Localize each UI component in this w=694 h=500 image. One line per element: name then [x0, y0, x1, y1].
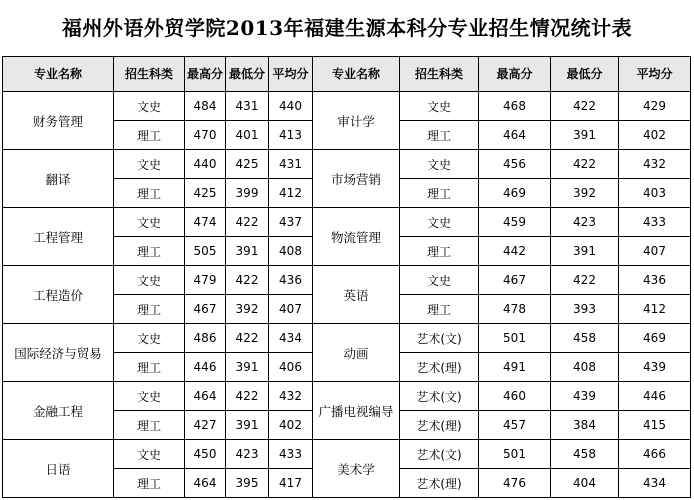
- subject-cell: 理工: [400, 179, 479, 208]
- min-score-cell: 422: [226, 382, 269, 411]
- avg-score-cell: 407: [269, 295, 313, 324]
- min-score-cell: 404: [551, 469, 619, 498]
- subject-cell: 艺术(文): [400, 382, 479, 411]
- major-name-cell: 审计学: [313, 92, 400, 150]
- min-score-cell: 393: [551, 295, 619, 324]
- major-name-cell: 物流管理: [313, 208, 400, 266]
- min-score-cell: 422: [226, 266, 269, 295]
- major-name-cell: 日语: [3, 440, 114, 498]
- max-score-cell: 467: [479, 266, 551, 295]
- max-score-cell: 486: [185, 324, 226, 353]
- subject-cell: 理工: [114, 121, 185, 150]
- subject-cell: 理工: [400, 295, 479, 324]
- table-row: [3, 92, 691, 121]
- max-score-cell: 474: [185, 208, 226, 237]
- max-score-cell: 491: [479, 353, 551, 382]
- header-major-left: 专业名称: [3, 57, 114, 92]
- avg-score-cell: 434: [619, 469, 691, 498]
- max-score-cell: 457: [479, 411, 551, 440]
- avg-score-cell: 412: [619, 295, 691, 324]
- header-min-left: 最低分: [226, 57, 269, 92]
- avg-score-cell: 413: [269, 121, 313, 150]
- min-score-cell: 399: [226, 179, 269, 208]
- min-score-cell: 392: [226, 295, 269, 324]
- min-score-cell: 425: [226, 150, 269, 179]
- avg-score-cell: 402: [269, 411, 313, 440]
- max-score-cell: 450: [185, 440, 226, 469]
- avg-score-cell: 412: [269, 179, 313, 208]
- avg-score-cell: 433: [269, 440, 313, 469]
- header-min-right: 最低分: [551, 57, 619, 92]
- subject-cell: 文史: [114, 440, 185, 469]
- min-score-cell: 458: [551, 324, 619, 353]
- avg-score-cell: 415: [619, 411, 691, 440]
- avg-score-cell: 434: [269, 324, 313, 353]
- header-max-right: 最高分: [479, 57, 551, 92]
- min-score-cell: 391: [226, 237, 269, 266]
- subject-cell: 文史: [114, 92, 185, 121]
- subject-cell: 文史: [114, 150, 185, 179]
- avg-score-cell: 440: [269, 92, 313, 121]
- subject-cell: 文史: [114, 266, 185, 295]
- avg-score-cell: 432: [619, 150, 691, 179]
- admission-score-table: [2, 56, 691, 498]
- header-subject-left: 招生科类: [114, 57, 185, 92]
- major-name-cell: 美术学: [313, 440, 400, 498]
- min-score-cell: 422: [551, 150, 619, 179]
- header-subject-right: 招生科类: [400, 57, 479, 92]
- table-title: 福州外语外贸学院2013年福建生源本科分专业招生情况统计表: [61, 15, 633, 40]
- major-name-cell: 翻译: [3, 150, 114, 208]
- subject-cell: 理工: [114, 237, 185, 266]
- max-score-cell: 505: [185, 237, 226, 266]
- min-score-cell: 391: [226, 353, 269, 382]
- min-score-cell: 422: [226, 324, 269, 353]
- subject-cell: 艺术(理): [400, 469, 479, 498]
- min-score-cell: 408: [551, 353, 619, 382]
- header-max-left: 最高分: [185, 57, 226, 92]
- major-name-cell: 国际经济与贸易: [3, 324, 114, 382]
- min-score-cell: 391: [551, 237, 619, 266]
- subject-cell: 理工: [114, 353, 185, 382]
- max-score-cell: 442: [479, 237, 551, 266]
- avg-score-cell: 466: [619, 440, 691, 469]
- subject-cell: 文史: [400, 208, 479, 237]
- header-avg-right: 平均分: [619, 57, 691, 92]
- max-score-cell: 501: [479, 440, 551, 469]
- subject-cell: 理工: [114, 179, 185, 208]
- max-score-cell: 464: [185, 382, 226, 411]
- subject-cell: 艺术(理): [400, 353, 479, 382]
- avg-score-cell: 439: [619, 353, 691, 382]
- avg-score-cell: 446: [619, 382, 691, 411]
- subject-cell: 理工: [114, 295, 185, 324]
- subject-cell: 理工: [400, 237, 479, 266]
- max-score-cell: 446: [185, 353, 226, 382]
- max-score-cell: 440: [185, 150, 226, 179]
- max-score-cell: 468: [479, 92, 551, 121]
- major-name-cell: 工程管理: [3, 208, 114, 266]
- avg-score-cell: 431: [269, 150, 313, 179]
- subject-cell: 理工: [114, 469, 185, 498]
- avg-score-cell: 436: [619, 266, 691, 295]
- max-score-cell: 460: [479, 382, 551, 411]
- header-major-right: 专业名称: [313, 57, 400, 92]
- subject-cell: 艺术(文): [400, 440, 479, 469]
- min-score-cell: 422: [551, 266, 619, 295]
- min-score-cell: 391: [551, 121, 619, 150]
- subject-cell: 理工: [114, 411, 185, 440]
- subject-cell: 文史: [114, 208, 185, 237]
- max-score-cell: 464: [185, 469, 226, 498]
- min-score-cell: 431: [226, 92, 269, 121]
- max-score-cell: 425: [185, 179, 226, 208]
- subject-cell: 文史: [400, 150, 479, 179]
- max-score-cell: 484: [185, 92, 226, 121]
- min-score-cell: 422: [226, 208, 269, 237]
- subject-cell: 文史: [114, 324, 185, 353]
- max-score-cell: 427: [185, 411, 226, 440]
- major-name-cell: 广播电视编导: [313, 382, 400, 440]
- max-score-cell: 478: [479, 295, 551, 324]
- min-score-cell: 384: [551, 411, 619, 440]
- major-name-cell: 财务管理: [3, 92, 114, 150]
- avg-score-cell: 437: [269, 208, 313, 237]
- max-score-cell: 456: [479, 150, 551, 179]
- max-score-cell: 479: [185, 266, 226, 295]
- max-score-cell: 469: [479, 179, 551, 208]
- max-score-cell: 470: [185, 121, 226, 150]
- table-body: [3, 92, 691, 498]
- major-name-cell: 金融工程: [3, 382, 114, 440]
- avg-score-cell: 402: [619, 121, 691, 150]
- avg-score-cell: 403: [619, 179, 691, 208]
- subject-cell: 艺术(文): [400, 324, 479, 353]
- max-score-cell: 467: [185, 295, 226, 324]
- min-score-cell: 401: [226, 121, 269, 150]
- min-score-cell: 392: [551, 179, 619, 208]
- header-row: [3, 57, 691, 92]
- major-name-cell: 工程造价: [3, 266, 114, 324]
- subject-cell: 理工: [400, 121, 479, 150]
- major-name-cell: 市场营销: [313, 150, 400, 208]
- min-score-cell: 391: [226, 411, 269, 440]
- table-row: [3, 208, 691, 237]
- table-row: [3, 266, 691, 295]
- major-name-cell: 英语: [313, 266, 400, 324]
- subject-cell: 文史: [400, 266, 479, 295]
- avg-score-cell: 417: [269, 469, 313, 498]
- avg-score-cell: 436: [269, 266, 313, 295]
- table-row: [3, 382, 691, 411]
- max-score-cell: 459: [479, 208, 551, 237]
- min-score-cell: 439: [551, 382, 619, 411]
- subject-cell: 文史: [114, 382, 185, 411]
- max-score-cell: 501: [479, 324, 551, 353]
- table-row: [3, 440, 691, 469]
- avg-score-cell: 407: [619, 237, 691, 266]
- avg-score-cell: 432: [269, 382, 313, 411]
- subject-cell: 文史: [400, 92, 479, 121]
- max-score-cell: 476: [479, 469, 551, 498]
- min-score-cell: 458: [551, 440, 619, 469]
- avg-score-cell: 469: [619, 324, 691, 353]
- table-row: [3, 150, 691, 179]
- avg-score-cell: 408: [269, 237, 313, 266]
- subject-cell: 艺术(理): [400, 411, 479, 440]
- avg-score-cell: 433: [619, 208, 691, 237]
- min-score-cell: 423: [226, 440, 269, 469]
- table-row: [3, 324, 691, 353]
- min-score-cell: 395: [226, 469, 269, 498]
- min-score-cell: 423: [551, 208, 619, 237]
- avg-score-cell: 429: [619, 92, 691, 121]
- min-score-cell: 422: [551, 92, 619, 121]
- max-score-cell: 464: [479, 121, 551, 150]
- avg-score-cell: 406: [269, 353, 313, 382]
- header-avg-left: 平均分: [269, 57, 313, 92]
- major-name-cell: 动画: [313, 324, 400, 382]
